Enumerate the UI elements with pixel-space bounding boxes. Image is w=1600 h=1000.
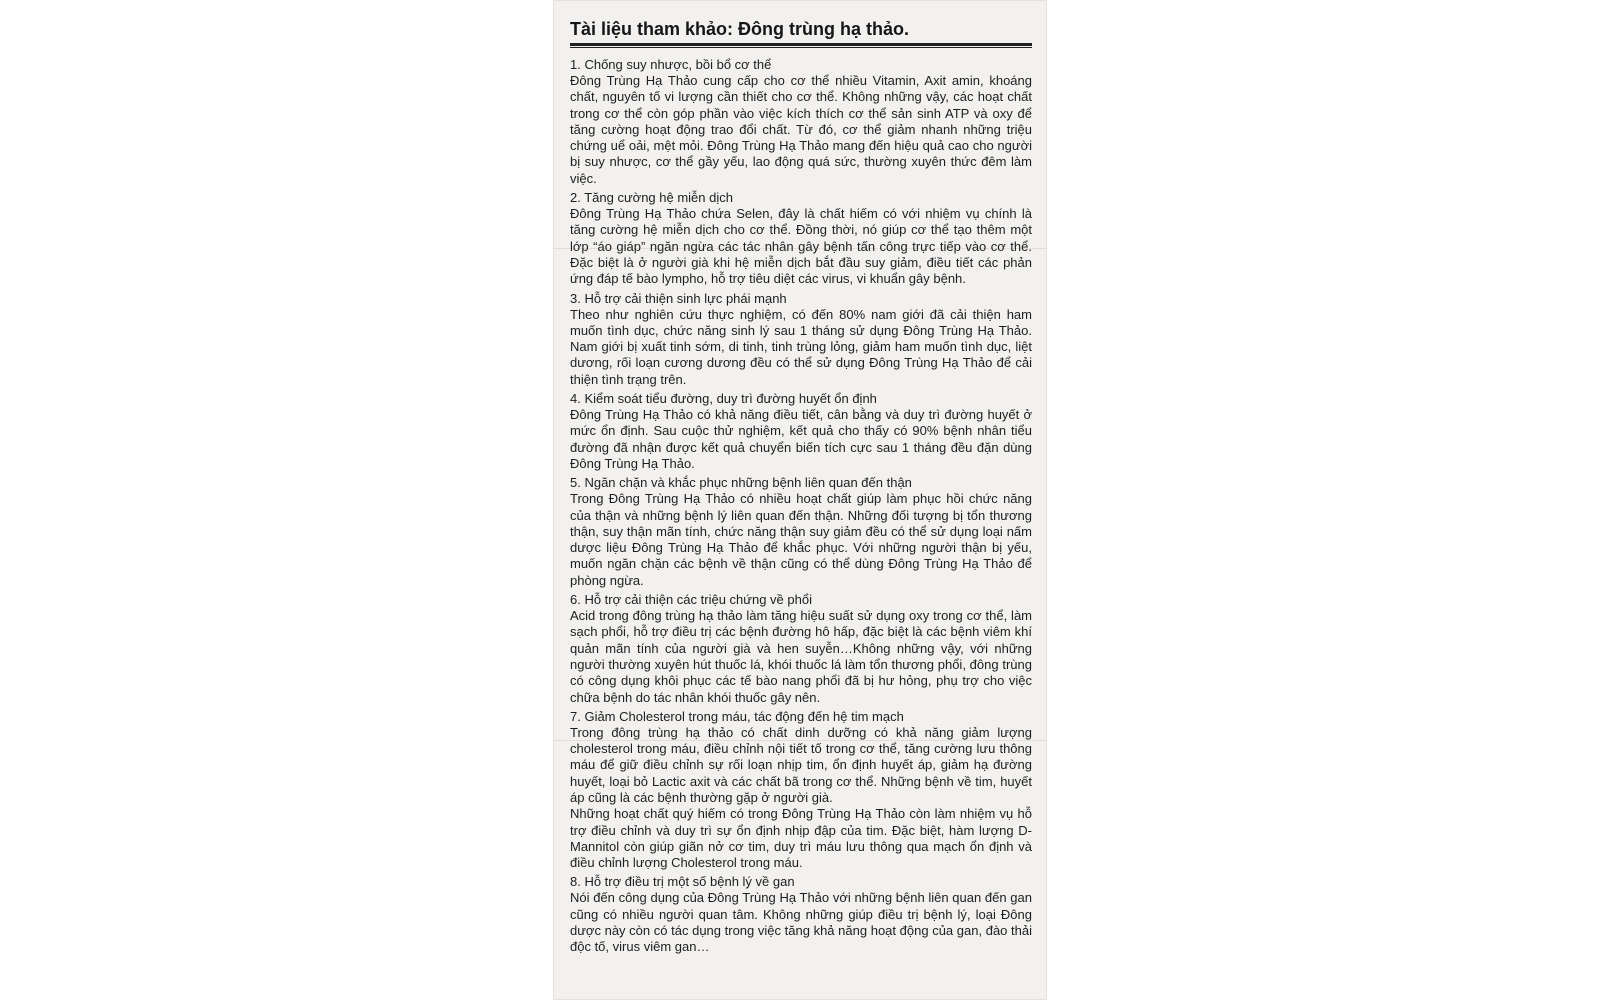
section-heading: 4. Kiểm soát tiểu đường, duy trì đường huyết ổn định [570, 391, 877, 407]
section-heading: 3. Hỗ trợ cải thiện sinh lực phái mạnh [570, 290, 787, 306]
section-paragraph: Đông Trùng Hạ Thảo chứa Selen, đây là chất hiếm có với nhiệm vụ chính là tăng cường hệ miễn dịch cho cơ thể. Đồng thời, nó giúp cơ thể tạo thêm một lớp “áo giáp” ngăn ngừa các tác nhân gây bệnh tấn công trực tiếp vào cơ thể. Đặc biệt là ở người già khi hệ miễn dịch bắt đầu suy giảm, điều tiết các phản ứng đáp tế bào lympho, hỗ trợ tiêu diệt các virus, vi khuẩn gây bệnh. [570, 206, 1032, 287]
section-paragraph: Nói đến công dụng của Đông Trùng Hạ Thảo với những bệnh liên quan đến gan cũng có nhiều người quan tâm. Không những giúp điều trị bệnh lý, loại Đông dược này còn có tác dụng trong việc tăng khả năng hoạt động của gan, đào thải độc tố, virus viêm gan… [570, 890, 1032, 955]
scanned-page [553, 0, 1047, 1000]
section-3 [570, 291, 1032, 388]
document-title: Tài liệu tham khảo: Đông trùng hạ thảo. [570, 19, 910, 39]
section-6 [570, 592, 1032, 706]
section-heading: 6. Hỗ trợ cải thiện các triệu chứng về phổi [570, 592, 812, 608]
section-1 [570, 57, 1032, 187]
title-underline [570, 43, 1032, 48]
section-paragraph: Trong đông trùng hạ thảo có chất dinh dưỡng có khả năng giảm lượng cholesterol trong máu, điều chỉnh nội tiết tố trong cơ thể, tăng cường lưu thông máu để giữ điều chỉnh sự rối loạn nhịp tim, ổn định huyết áp, giảm hạ đường huyết, loại bỏ Lactic axit và các chất bã trong cơ thể. Những bệnh về tim, huyết áp cũng là các bệnh thường gặp ở người già. [570, 724, 1032, 805]
section-paragraph: Theo như nghiên cứu thực nghiệm, có đến 80% nam giới đã cải thiện ham muốn tình dục, chức năng sinh lý sau 1 tháng sử dụng Đông Trùng Hạ Thảo. Nam giới bị xuất tinh sớm, di tinh, tinh trùng lỏng, giảm ham muốn tình dục, liệt dương, rối loạn cương dương đều có thể sử dụng Đông Trùng Hạ Thảo để cải thiện tình trạng trên. [570, 306, 1032, 387]
section-paragraph: Đông Trùng Hạ Thảo có khả năng điều tiết, cân bằng và duy trì đường huyết ở mức ổn định. Sau cuộc thử nghiệm, kết quả cho thấy có 90% bệnh nhân tiểu đường đã nhận được kết quả chuyển biến tích cực sau 1 tháng đều đặn dùng Đông Trùng Hạ Thảo. [570, 407, 1032, 471]
section-heading: 1. Chống suy nhược, bồi bổ cơ thể [570, 57, 772, 72]
section-paragraph: Những hoạt chất quý hiếm có trong Đông Trùng Hạ Thảo còn làm nhiệm vụ hỗ trợ điều chỉnh và duy trì sự ổn định nhịp đập của tim. Đặc biệt, hàm lượng D-Mannitol còn giúp giãn nở cơ tim, duy trì máu lưu thông qua mạch ổn định và điều chỉnh lượng Cholesterol trong máu. [570, 806, 1032, 871]
section-heading: 8. Hỗ trợ điều trị một số bệnh lý về gan [570, 874, 795, 890]
section-5 [570, 475, 1032, 589]
section-paragraph: Acid trong đông trùng hạ thảo làm tăng hiệu suất sử dụng oxy trong cơ thể, làm sạch phổi, hỗ trợ điều trị các bệnh đường hô hấp, đặc biệt là các bệnh viêm khí quản mãn tính của người già và hen suyễn…Không những vậy, với những người thường xuyên hút thuốc lá, khói thuốc lá làm tổn thương phổi, đông trùng có công dụng khôi phục các tế bào nang phổi đã bị hư hỏng, phụ trợ cho việc chữa bệnh do tác nhân khói thuốc gây nên. [570, 608, 1032, 705]
document-content [570, 18, 1032, 959]
section-heading: 5. Ngăn chặn và khắc phục những bệnh liên quan đến thận [570, 475, 912, 491]
section-4 [570, 391, 1032, 472]
section-paragraph: Đông Trùng Hạ Thảo cung cấp cho cơ thể nhiều Vitamin, Axit amin, khoáng chất, nguyên tố vi lượng cần thiết cho cơ thể. Không những vậy, các hoạt chất trong cơ thể còn góp phần vào việc kích thích cơ thể sản sinh ATP và oxy để tăng cường hoạt động trao đổi chất. Từ đó, cơ thể giảm nhanh những triệu chứng uể oải, mệt mỏi. Đông Trùng Hạ Thảo mang đến hiệu quả cao cho người bị suy nhược, cơ thể gầy yếu, lao động quá sức, thường xuyên thức đêm làm việc. [570, 73, 1032, 186]
section-2 [570, 190, 1032, 287]
section-7 [570, 709, 1032, 872]
section-list [570, 57, 1032, 956]
section-paragraph: Trong Đông Trùng Hạ Thảo có nhiều hoạt chất giúp làm phục hồi chức năng của thận và những bệnh lý liên quan đến thận. Những đối tượng bị tổn thương thận, suy thận mãn tính, chức năng thận suy giảm đều có thể sử dụng loại nấm dược liệu Đông Trùng Hạ Thảo để khắc phục. Với những người thận bị yếu, muốn ngăn chặn các bệnh về thận cũng có thể dùng Đông Trùng Hạ Thảo để phòng ngừa. [570, 491, 1032, 588]
section-heading: 2. Tăng cường hệ miễn dịch [570, 190, 733, 206]
section-8 [570, 874, 1032, 955]
section-heading: 7. Giảm Cholesterol trong máu, tác động đến hệ tim mạch [570, 708, 904, 724]
